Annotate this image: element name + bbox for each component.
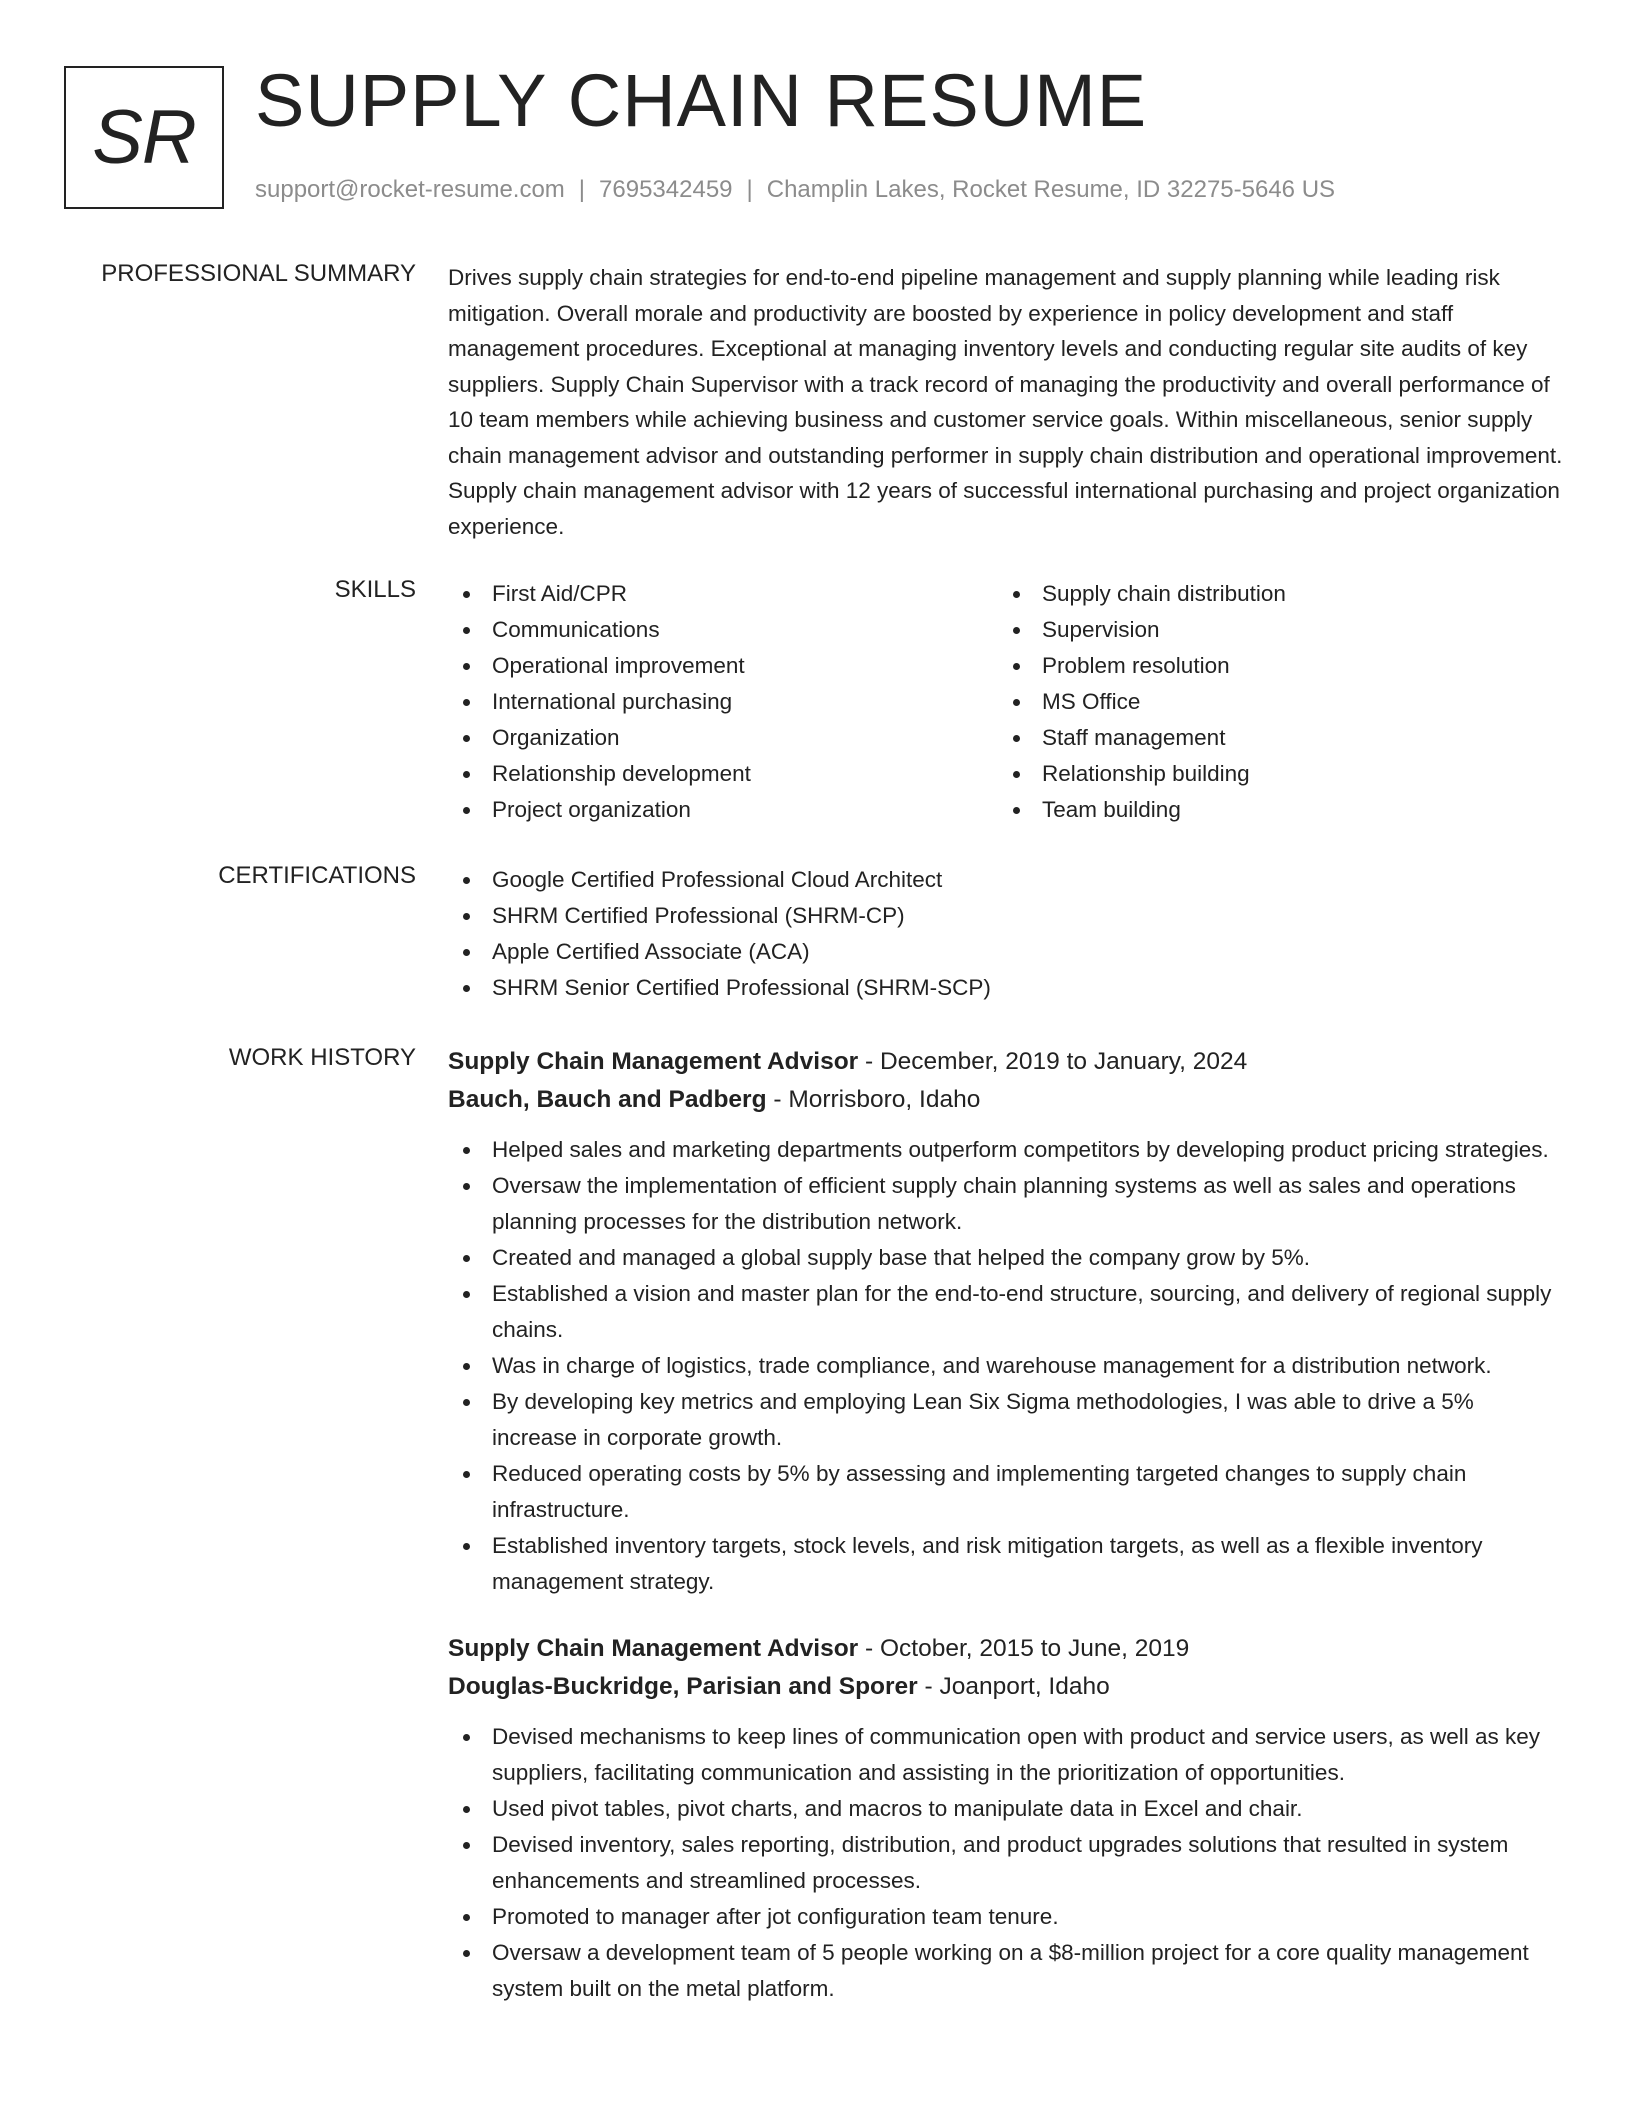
- job-bullet: Devised inventory, sales reporting, distribution, and product upgrades solutions that resulted in system enhancements and streamlined processes.: [448, 1827, 1563, 1899]
- job-title: Supply Chain Management Advisor: [448, 1635, 859, 1662]
- job-entry: [448, 1630, 1563, 2007]
- job-dates: - October, 2015 to June, 2019: [858, 1635, 1190, 1662]
- job-bullet: Helped sales and marketing departments outperform competitors by developing product pricing strategies.: [448, 1132, 1563, 1168]
- certification-item: SHRM Senior Certified Professional (SHRM-SCP): [448, 970, 1563, 1006]
- skill-item: Staff management: [998, 720, 1548, 756]
- certification-item: SHRM Certified Professional (SHRM-CP): [448, 898, 1563, 934]
- skill-item: Operational improvement: [448, 648, 998, 684]
- job-bullet: Oversaw the implementation of efficient supply chain planning systems as well as sales and operations planning processes for the distribution network.: [448, 1168, 1563, 1240]
- job-bullet: Established inventory targets, stock levels, and risk mitigation targets, as well as a flexible inventory management strategy.: [448, 1528, 1563, 1600]
- contact-separator: |: [746, 176, 753, 203]
- contact-phone[interactable]: 7695342459: [599, 176, 733, 203]
- skill-item: Relationship development: [448, 756, 998, 792]
- job-bullet: Reduced operating costs by 5% by assessing and implementing targeted changes to supply chain infrastructure.: [448, 1456, 1563, 1528]
- job-bullet: Created and managed a global supply base that helped the company grow by 5%.: [448, 1240, 1563, 1276]
- contact-address: Champlin Lakes, Rocket Resume, ID 32275-5646 US: [766, 176, 1336, 203]
- job-company-line: [448, 1668, 1563, 1706]
- job-company: Douglas-Buckridge, Parisian and Sporer: [448, 1673, 918, 1700]
- job-location: - Morrisboro, Idaho: [766, 1086, 981, 1113]
- skill-item: Supervision: [998, 612, 1548, 648]
- certifications-list: [448, 862, 1563, 1006]
- job-bullet: Was in charge of logistics, trade compliance, and warehouse management for a distribution network.: [448, 1348, 1563, 1384]
- job-title-line: [448, 1043, 1563, 1081]
- job-bullet: Used pivot tables, pivot charts, and macros to manipulate data in Excel and chair.: [448, 1791, 1563, 1827]
- skill-item: Team building: [998, 792, 1548, 828]
- skill-item: Supply chain distribution: [998, 576, 1548, 612]
- skill-item: Project organization: [448, 792, 998, 828]
- summary-label: PROFESSIONAL SUMMARY: [101, 260, 416, 287]
- skills-list-right: [998, 576, 1548, 828]
- job-company-line: [448, 1081, 1563, 1119]
- job-bullets: [448, 1719, 1563, 2007]
- job-bullet: Oversaw a development team of 5 people working on a $8-million project for a core quality management system built on the metal platform.: [448, 1935, 1563, 2007]
- job-company: Bauch, Bauch and Padberg: [448, 1086, 767, 1113]
- monogram-text: SR: [92, 95, 196, 180]
- job-title-line: [448, 1630, 1563, 1668]
- skill-item: Communications: [448, 612, 998, 648]
- job-dates: - December, 2019 to January, 2024: [858, 1048, 1248, 1075]
- work-history-label: WORK HISTORY: [228, 1044, 416, 1071]
- skills-list-left: [448, 576, 998, 828]
- skills-label: SKILLS: [334, 576, 416, 603]
- contact-separator: |: [578, 176, 586, 203]
- job-entry: [448, 1043, 1563, 1600]
- job-location: - Joanport, Idaho: [917, 1673, 1110, 1700]
- job-bullets: [448, 1132, 1563, 1600]
- certification-item: Google Certified Professional Cloud Architect: [448, 862, 1563, 898]
- monogram-logo: [64, 66, 224, 209]
- summary-text: Drives supply chain strategies for end-to-end pipeline management and supply planning while leading risk mitigation. Overall morale and productivity are boosted by experience in policy development and staff management procedures. Exceptional at managing inventory levels and conducting regular site audits of key suppliers. Supply Chain Supervisor with a track record of managing the productivity and overall performance of 10 team members while achieving business and customer service goals. Within miscellaneous, senior supply chain management advisor and outstanding performer in supply chain distribution and operational improvement. Supply chain management advisor with 12 years of successful international purchasing and project organization experience.: [448, 265, 1563, 539]
- skill-item: International purchasing: [448, 684, 998, 720]
- contact-email[interactable]: support@rocket-resume.com: [255, 176, 565, 203]
- skills-columns: [448, 576, 1563, 828]
- job-bullet: Promoted to manager after jot configuration team tenure.: [448, 1899, 1563, 1935]
- job-bullet: Established a vision and master plan for the end-to-end structure, sourcing, and delivery of regional supply chains.: [448, 1276, 1563, 1348]
- job-bullet: By developing key metrics and employing Lean Six Sigma methodologies, I was able to drive a 5% increase in corporate growth.: [448, 1384, 1563, 1456]
- resume-title: SUPPLY CHAIN RESUME: [255, 59, 1148, 142]
- certifications-label: CERTIFICATIONS: [218, 862, 416, 889]
- contact-line: [255, 176, 1335, 204]
- skill-item: MS Office: [998, 684, 1548, 720]
- work-history-body: [448, 1043, 1563, 2007]
- job-title: Supply Chain Management Advisor: [448, 1048, 859, 1075]
- skill-item: Relationship building: [998, 756, 1548, 792]
- skill-item: First Aid/CPR: [448, 576, 998, 612]
- certification-item: Apple Certified Associate (ACA): [448, 934, 1563, 970]
- job-bullet: Devised mechanisms to keep lines of communication open with product and service users, as well as key suppliers, facilitating communication and assisting in the prioritization of opportunities.: [448, 1719, 1563, 1791]
- certifications-body: [448, 862, 1563, 1006]
- skill-item: Problem resolution: [998, 648, 1548, 684]
- skill-item: Organization: [448, 720, 998, 756]
